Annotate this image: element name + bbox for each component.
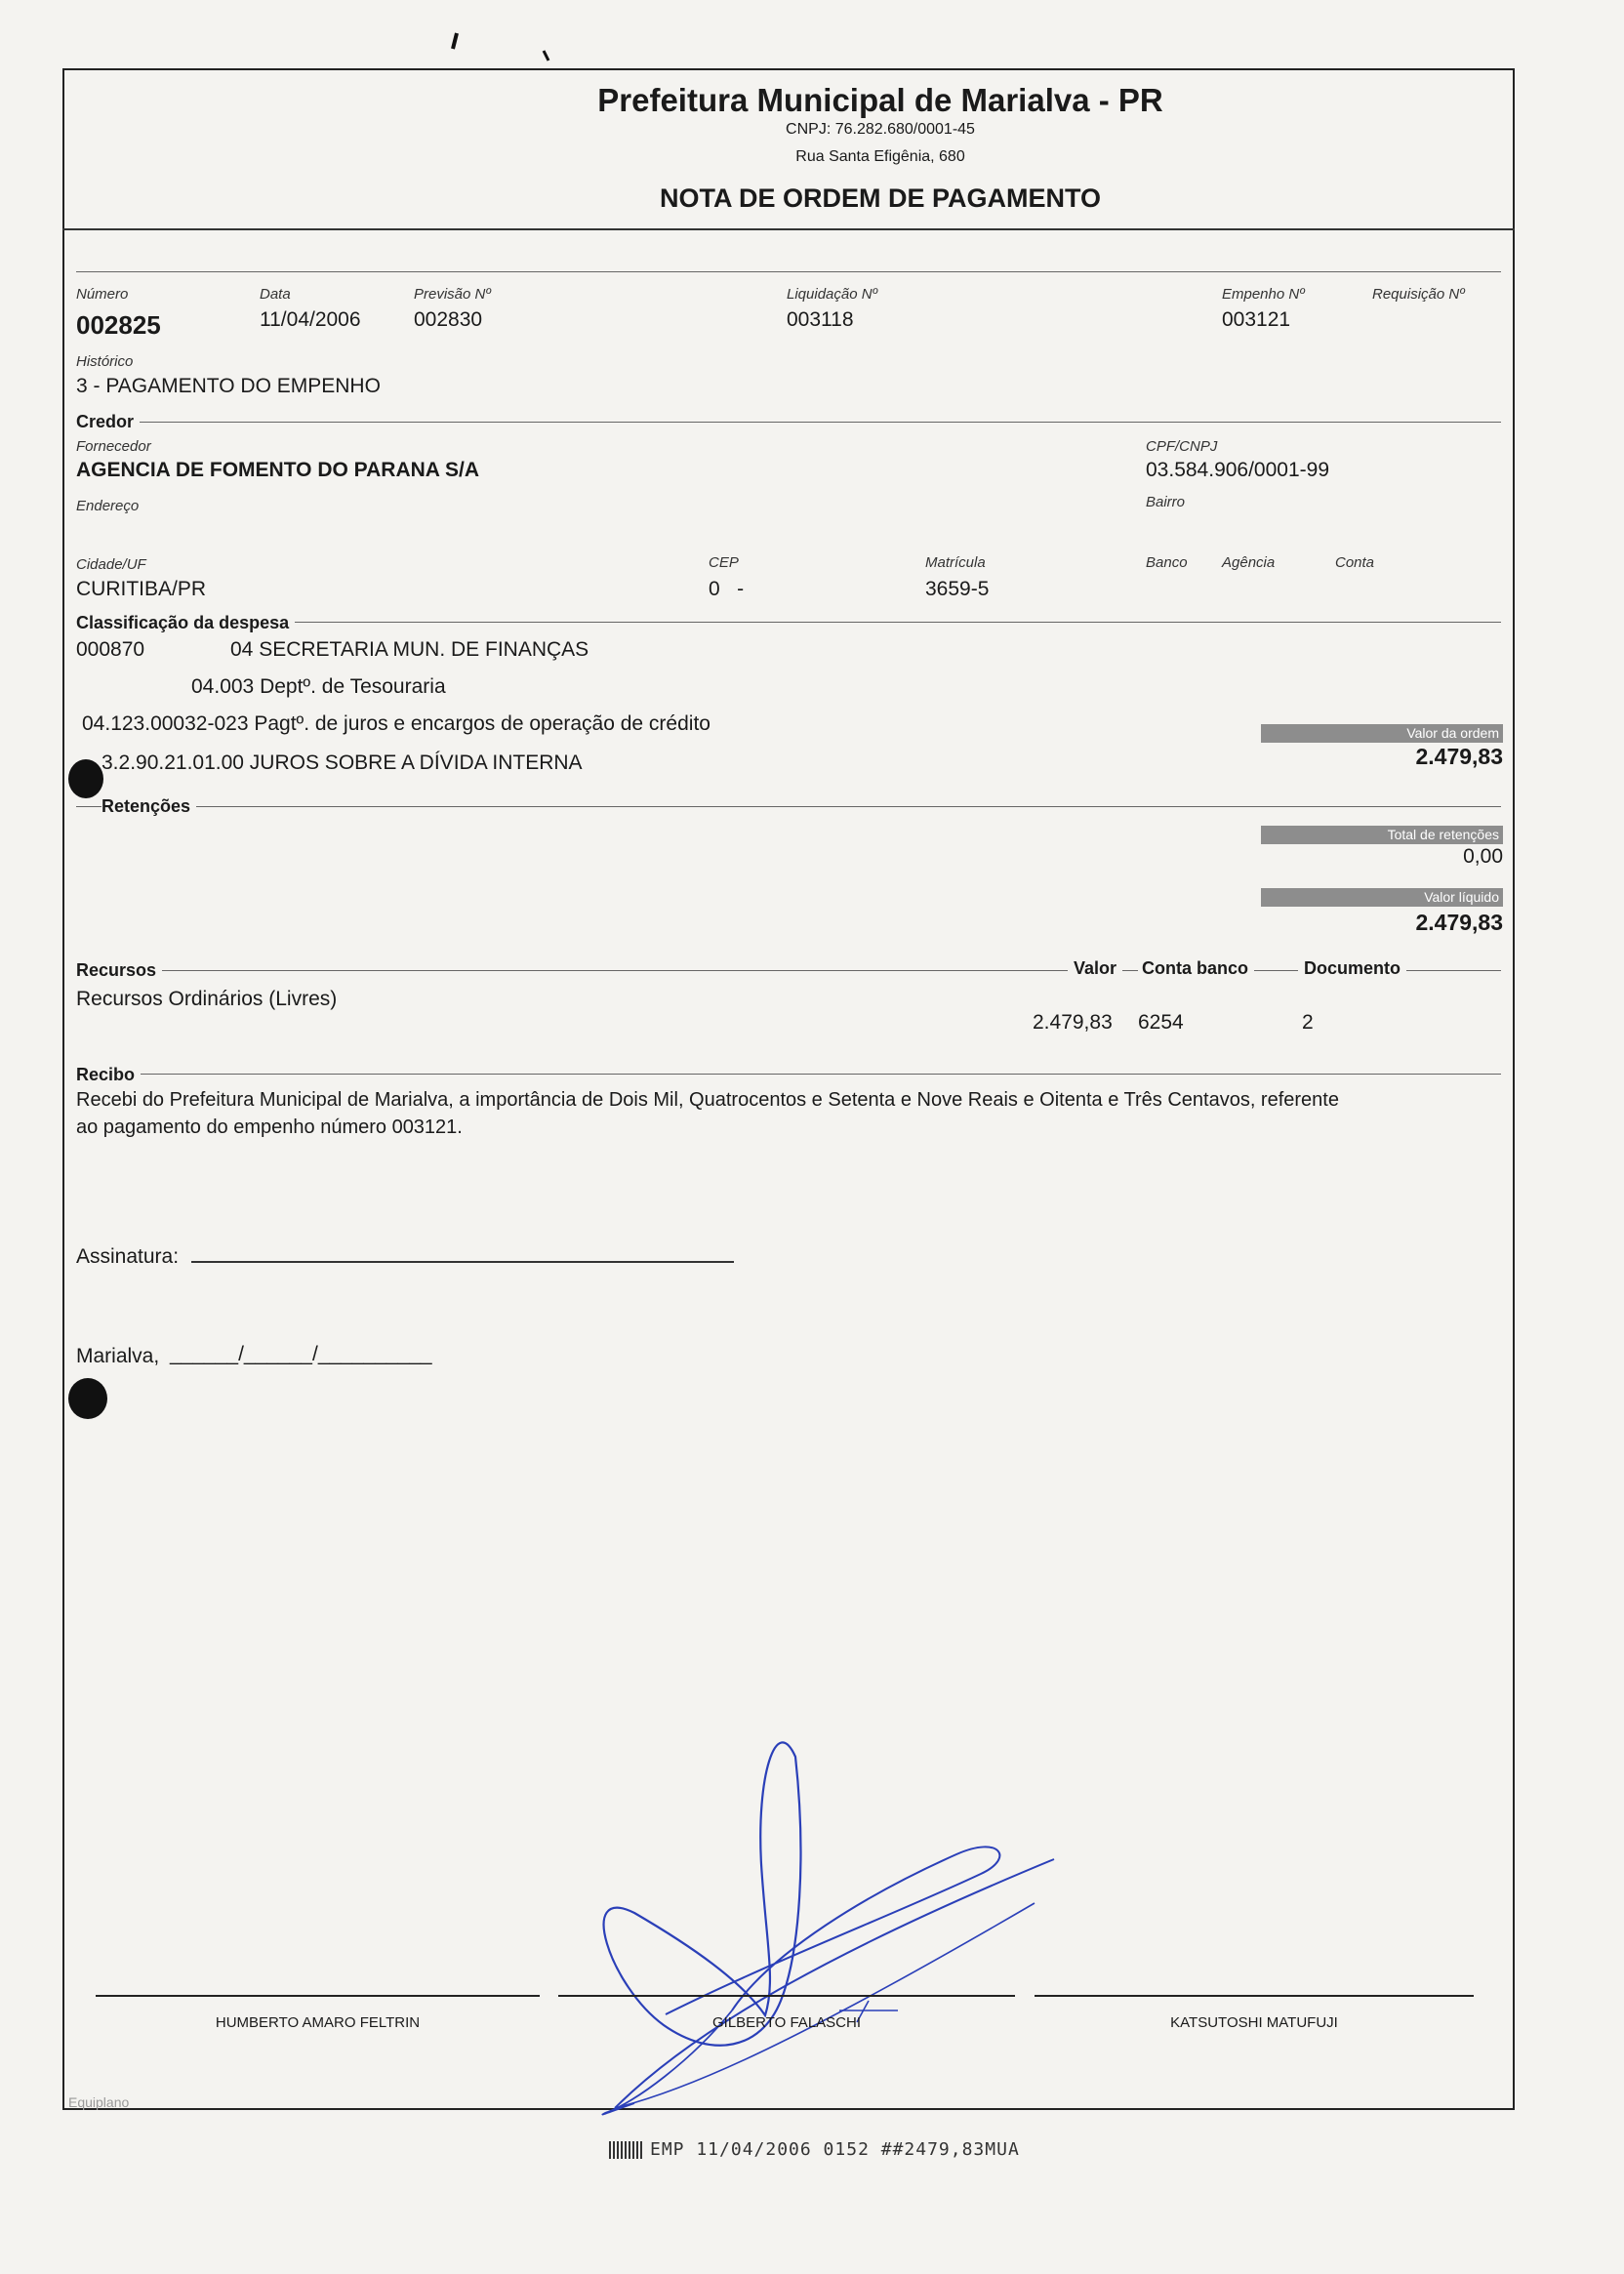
historico-value: 3 - PAGAMENTO DO EMPENHO — [76, 375, 381, 397]
previsao-value: 002830 — [414, 308, 483, 331]
recursos-documento-label: Documento — [1298, 958, 1406, 979]
fornecedor-label: Fornecedor — [76, 438, 151, 455]
recursos-valor-label: Valor — [1068, 958, 1122, 979]
document-title: NOTA DE ORDEM DE PAGAMENTO — [659, 183, 1101, 213]
fornecedor-value: AGENCIA DE FOMENTO DO PARANA S/A — [76, 459, 480, 481]
cep-label: CEP — [709, 554, 739, 571]
programa: 04.123.00032-023 Pagtº. de juros e encargos de operação de crédito — [82, 712, 710, 735]
punch-hole — [68, 1378, 107, 1419]
agencia-label: Agência — [1222, 554, 1276, 571]
stamp-logo-icon — [609, 2141, 644, 2159]
signatory-3: KATSUTOSHI MATUFUJI — [1170, 2014, 1338, 2031]
credor-section: Credor — [76, 412, 140, 432]
recibo-section: Recibo — [76, 1065, 141, 1085]
recursos-descricao: Recursos Ordinários (Livres) — [76, 988, 338, 1010]
recursos-valor: 2.479,83 — [1033, 1011, 1113, 1034]
liquidacao-label: Liquidação Nº — [787, 286, 878, 303]
classificacao-section: Classificação da despesa — [76, 613, 295, 633]
signature-line-1 — [96, 1995, 540, 1997]
cpf-value: 03.584.906/0001-99 — [1146, 459, 1330, 481]
header-divider — [62, 228, 1515, 230]
payment-stamp: EMP 11/04/2006 0152 ##2479,83MUA — [650, 2139, 1020, 2160]
signature-line-3 — [1035, 1995, 1474, 1997]
assinatura-line — [191, 1261, 734, 1263]
classificacao-code: 000870 — [76, 638, 145, 661]
valor-ordem-value: 2.479,83 — [1415, 744, 1503, 769]
punch-hole — [68, 759, 103, 798]
assinatura-label: Assinatura: — [76, 1245, 180, 1268]
recursos-documento: 2 — [1302, 1011, 1314, 1034]
requisicao-label: Requisição Nº — [1372, 286, 1465, 303]
previsao-label: Previsão Nº — [414, 286, 491, 303]
local-label: Marialva, — [76, 1345, 160, 1367]
recibo-text-line1: Recebi do Prefeitura Municipal de Marialva, a importância de Dois Mil, Quatrocentos e Setenta e Nove Reais e Oitenta e Três Centavos, referente — [76, 1089, 1339, 1111]
total-retencoes-value: 0,00 — [1463, 845, 1503, 868]
valor-liquido-label: Valor líquido — [1261, 888, 1503, 907]
valor-liquido-value: 2.479,83 — [1415, 910, 1503, 935]
signature-line-2 — [558, 1995, 1015, 1997]
recursos-divider — [76, 970, 1501, 971]
retencoes-section: Retenções — [102, 796, 196, 817]
bairro-label: Bairro — [1146, 494, 1186, 510]
header-address: Rua Santa Efigênia, 680 — [795, 148, 965, 165]
retencoes-divider — [76, 806, 1501, 807]
signatory-1: HUMBERTO AMARO FELTRIN — [215, 2014, 421, 2031]
secretaria: 04 SECRETARIA MUN. DE FINANÇAS — [230, 638, 589, 661]
valor-ordem-label: Valor da ordem — [1261, 724, 1503, 743]
recursos-conta-label: Conta banco — [1138, 958, 1254, 979]
cidade-label: Cidade/UF — [76, 556, 146, 573]
numero-value: 002825 — [76, 310, 161, 340]
software-label: Equiplano — [68, 2094, 130, 2110]
signatory-2: GILBERTO FALASCHI — [712, 2014, 861, 2031]
empenho-value: 003121 — [1222, 308, 1291, 331]
recibo-text-line2: ao pagamento do empenho número 003121. — [76, 1117, 463, 1138]
handwritten-signature — [576, 1718, 1074, 2128]
fields-divider — [76, 271, 1501, 272]
page-title: Prefeitura Municipal de Marialva - PR — [597, 82, 1163, 118]
elemento: 3.2.90.21.01.00 JUROS SOBRE A DÍVIDA INTERNA — [102, 751, 583, 774]
banco-label: Banco — [1146, 554, 1188, 571]
empenho-label: Empenho Nº — [1222, 286, 1305, 303]
cpf-label: CPF/CNPJ — [1146, 438, 1218, 455]
recursos-conta: 6254 — [1138, 1011, 1184, 1034]
conta-label: Conta — [1335, 554, 1375, 571]
cidade-value: CURITIBA/PR — [76, 578, 207, 600]
total-retencoes-label: Total de retenções — [1261, 826, 1503, 844]
matricula-value: 3659-5 — [925, 578, 990, 600]
liquidacao-value: 003118 — [787, 308, 854, 331]
numero-label: Número — [76, 286, 129, 303]
header-cnpj: CNPJ: 76.282.680/0001-45 — [786, 121, 975, 138]
credor-divider — [76, 422, 1501, 423]
data-label: Data — [260, 286, 291, 303]
endereco-label: Endereço — [76, 498, 140, 514]
departamento: 04.003 Deptº. de Tesouraria — [191, 675, 446, 698]
matricula-label: Matrícula — [925, 554, 986, 571]
recursos-section: Recursos — [76, 960, 162, 981]
date-blank: ______/______/__________ — [170, 1343, 432, 1365]
recibo-divider — [76, 1074, 1501, 1075]
data-value: 11/04/2006 — [260, 308, 361, 331]
scan-marks — [451, 29, 558, 68]
cep-value: 0 - — [709, 578, 745, 600]
historico-label: Histórico — [76, 353, 134, 370]
